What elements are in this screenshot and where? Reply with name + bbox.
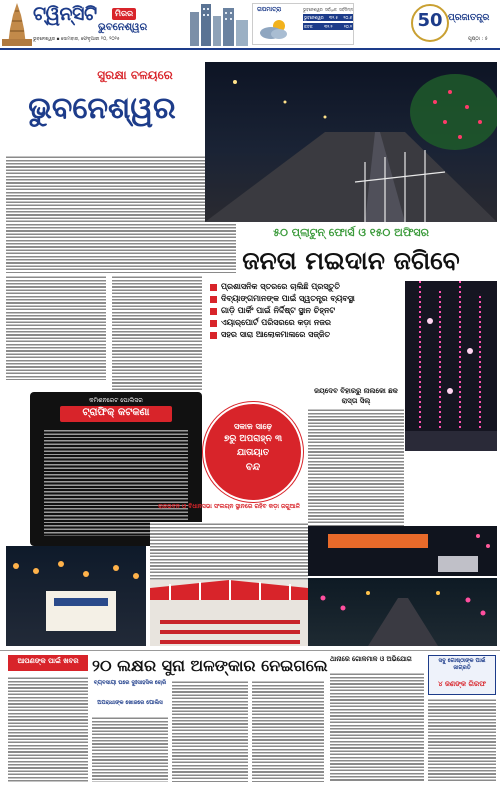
tent-photo	[150, 580, 308, 646]
weather-max-1: ୩୨.୫	[329, 15, 338, 20]
bottom-box-body	[428, 698, 496, 782]
bottom-col-3	[252, 680, 324, 782]
bottom-left-body	[8, 676, 88, 782]
jayadev-title: ଜୟଦେବ ବିହାରରୁ ନାଲକୋ ଛକ ରାସ୍ତା ସିଲ୍	[314, 387, 398, 405]
night-street-photo-left	[6, 546, 146, 646]
janata-headline: ଜନତା ମଇଦାନ ଜଗିବେ	[242, 246, 460, 275]
street-graphic-left	[6, 546, 146, 646]
masthead-rule	[0, 48, 500, 50]
bottom-right-title: ଥାନାରେ ଗୋଳମାଳ ଓ ଅଭିଯୋଗ	[330, 655, 412, 663]
lead-photo-night-road	[205, 62, 497, 222]
lead-headline: ଭୁବନେଶ୍ୱର	[28, 91, 176, 126]
bullet-square-icon	[210, 308, 217, 315]
anniversary-number: 50	[417, 10, 443, 31]
brand-title: ଟ୍ୱିନ୍‌ସିଟି	[33, 3, 97, 25]
aux-title: ରାଜଭବନ ଓ ବିଧାନସଭା ସଂଲଗ୍ନ ସ୍ଥାନରେ ରହିବ କଡ଼ା ଜଗୁଆଳି	[158, 503, 300, 510]
weather-box	[252, 3, 354, 45]
weather-city-2: କଟକ	[304, 24, 313, 29]
traffic-body	[44, 428, 188, 536]
bottom-headline: ୨୦ ଲକ୍ଷର ସୁନା ଅଳଙ୍କାର ନେଇଗଲେ	[92, 656, 328, 675]
jayadev-body	[308, 408, 404, 526]
bottom-box-title: ସବୁ ଗୋଷ୍ଠୀଙ୍କ ପାଇଁ ଜାଗ୍ରତି	[438, 658, 486, 671]
bullet-square-icon	[210, 284, 217, 291]
tent-graphic	[150, 580, 308, 646]
anniversary-logo	[410, 3, 450, 43]
paper-name: ପ୍ରଜାତନ୍ତ୍ର	[448, 13, 490, 23]
traffic-title: ଟ୍ରାଫିକ୍ କଟକଣା	[82, 407, 150, 418]
brand-tag: ମିରର	[112, 8, 136, 20]
night-road-graphic	[205, 62, 497, 222]
weather-min-1: ୨୦.୬	[343, 15, 352, 20]
lead-kicker: ସୁରକ୍ଷା ବଳୟରେ	[97, 68, 173, 82]
bullet-square-icon	[210, 320, 217, 327]
bullet-square-icon	[210, 332, 217, 339]
skyline-illustration	[188, 2, 250, 46]
bottom-rule	[0, 650, 500, 651]
janata-subhead: ୫୦ ପ୍ଲାଟୁନ୍ ଫୋର୍ସ ଓ ୧୫୦ ଅଫିସର	[273, 226, 429, 239]
bottom-sub1: ବ୍ୟବସାୟୀ ଘରେ ଦୁଃସାହସିକ ଚୋରି	[93, 680, 167, 686]
weather-city-1: ଭୁବନେଶ୍ୱର	[304, 15, 324, 20]
lead-body-text	[6, 155, 236, 273]
bottom-left-title: ଆପଣଙ୍କ ପାଇଁ ଖବର	[17, 657, 79, 665]
bottom-sub2: ଅପରାଧୀଙ୍କ ଖୋଜରେ ପୋଲିସ	[97, 700, 163, 706]
bottom-col-2	[172, 680, 248, 782]
decorated-gate-photo	[308, 526, 497, 576]
dateline: ଭୁବନେଶ୍ୱର ▪ ସୋମବାର, ଫେବୃଆରୀ ୨୦, ୨୦୨୫	[33, 37, 120, 42]
page-number: ପୃଷ୍ଠା : ୫	[468, 36, 488, 42]
weather-table	[303, 7, 353, 30]
masthead	[0, 0, 500, 48]
janata-bullet: ଦିବ୍ୟାଙ୍ଗମାନଙ୍କ ପାଇଁ ସ୍ୱତନ୍ତ୍ର ବ୍ୟବସ୍ଥା	[210, 293, 405, 305]
cloud-sun-icon	[257, 17, 293, 41]
left-column-text	[6, 275, 106, 380]
weather-min-2: ୨୦.୨	[343, 24, 352, 29]
traffic-label: କମିଶନରେଟ ପୋଲିସର	[89, 397, 143, 404]
bottom-col-1	[92, 716, 168, 782]
weather-head-city: ଭୁବନେଶ୍ୱର	[303, 7, 323, 12]
bullet-square-icon	[210, 296, 217, 303]
janata-bullet: ଏୟାର୍‌ପୋର୍ଟ ପରିସରରେ କଡ଼ା ନଜର	[210, 317, 405, 329]
weather-head-max: ସର୍ବାଧିକ	[324, 7, 337, 12]
lights-photo	[405, 281, 497, 451]
janata-bullet-list	[210, 281, 405, 341]
lights-graphic	[405, 281, 497, 451]
janata-bullet: ସହର ସାରା ଆଲୋକମାଳାରେ ସଜ୍ଜିତ	[210, 329, 405, 341]
traffic-circle-line-3: ଯାତାୟାତ	[236, 448, 270, 458]
traffic-circle-line-2: ୭ରୁ ଅପରାହ୍ନ ୩	[223, 434, 283, 444]
janata-bullet: ଗାଡ଼ି ପାର୍କିଂ ପାଇଁ ନିର୍ଦ୍ଦିଷ୍ଟ ସ୍ଥାନ ଚିହ୍ନଟ	[210, 305, 405, 317]
bottom-right-body	[330, 672, 424, 782]
middle-column-text	[112, 275, 202, 390]
bottom-box-line: ୪ ଜଣଙ୍କ ଗିରଫ	[438, 680, 486, 688]
weather-title: ତାପମାତ୍ରା	[257, 6, 282, 13]
avenue-graphic	[308, 578, 497, 646]
traffic-circle-line-1: ସକାଳ ସାଢ଼େ	[233, 422, 273, 431]
weather-max-2: ୩୨.୨	[324, 24, 333, 29]
city-name: ଭୁବନେଶ୍ୱର	[98, 22, 148, 33]
weather-head-min: ସର୍ବନିମ୍ନ	[339, 7, 353, 12]
traffic-circle-line-4: ବନ୍ଦ	[245, 462, 261, 473]
night-avenue-photo	[308, 578, 497, 646]
gate-graphic	[308, 526, 497, 576]
temple-illustration	[2, 1, 32, 46]
aux-body	[150, 522, 308, 580]
janata-bullet: ପ୍ରଶାସନିକ ସ୍ତରରେ ଚାଲିଛି ପ୍ରସ୍ତୁତି	[210, 281, 405, 293]
